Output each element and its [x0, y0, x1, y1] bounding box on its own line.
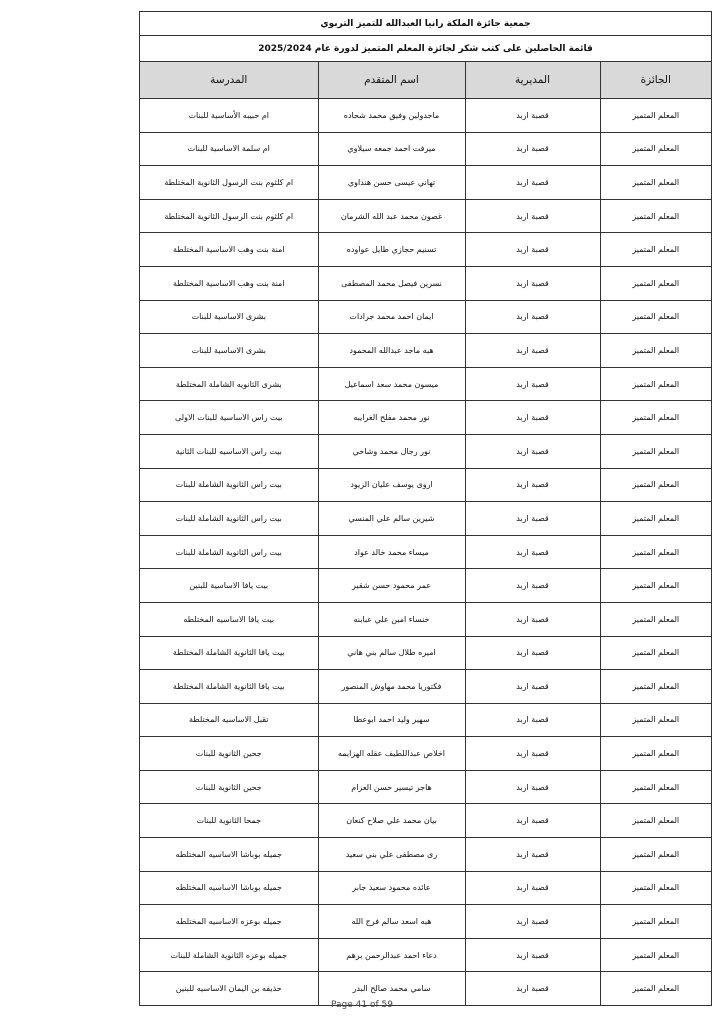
cell-award: المعلم المتميز [600, 334, 711, 368]
cell-school: تقبل الاساسيه المختلطة [140, 703, 318, 737]
cell-applicant-name: فكتوريا محمد مهاوش المنصور [318, 670, 465, 704]
page-number: Page 41 of 59 [331, 1000, 393, 1010]
cell-directorate: قصبة اربد [465, 636, 600, 670]
table-row [140, 770, 711, 804]
cell-applicant-name: نور محمد مفلح الغرايبه [318, 401, 465, 435]
cell-school: ام سلمة الاساسية للبنات [140, 132, 318, 166]
cell-school: جميله بوعزه الثانوية الشاملة للبنات [140, 938, 318, 972]
cell-school: بيت راس الثانوية الشاملة للبنات [140, 468, 318, 502]
cell-school: بيت يافا الاساسيه المختلطه [140, 602, 318, 636]
cell-school: ام كلثوم بنت الرسول الثانوية المختلطة [140, 166, 318, 200]
cell-school: جمحا الثانوية للبنات [140, 804, 318, 838]
document-table-sheet [139, 11, 712, 1006]
cell-award: المعلم المتميز [600, 132, 711, 166]
column-header-school: المدرسة [140, 62, 318, 99]
cell-applicant-name: ماجدولين وفيق محمد شحاده [318, 99, 465, 133]
cell-directorate: قصبة اربد [465, 535, 600, 569]
cell-applicant-name: سهير وليد احمد ابوعطا [318, 703, 465, 737]
cell-applicant-name: ايمان احمد محمد جرادات [318, 300, 465, 334]
cell-award: المعلم المتميز [600, 434, 711, 468]
cell-directorate: قصبة اربد [465, 99, 600, 133]
table-header-row [140, 62, 711, 99]
cell-award: المعلم المتميز [600, 770, 711, 804]
cell-applicant-name: تسنيم حجازي طايل عواوده [318, 233, 465, 267]
cell-award: المعلم المتميز [600, 569, 711, 603]
cell-directorate: قصبة اربد [465, 703, 600, 737]
cell-applicant-name: هاجر تيسير حسن العزام [318, 770, 465, 804]
table-row [140, 502, 711, 536]
cell-school: حذيفه بن اليمان الاساسيه للبنين [175, 984, 282, 994]
cell-school: جحين الثانوية للبنات [140, 737, 318, 771]
document-subtitle: قائمة الحاصلين على كتب شكر لجائزة المعلم المتميز لدورة عام 2025/2024 [140, 36, 711, 62]
column-header-applicant-name: اسم المتقدم [318, 62, 465, 99]
cell-directorate: قصبة اربد [465, 670, 600, 704]
cell-applicant-name: عمر محمود حسن شقير [318, 569, 465, 603]
cell-applicant-name: اخلاص عبداللطيف عقله الهزايمه [318, 737, 465, 771]
cell-applicant-name: ميساء محمد خالد عواد [318, 535, 465, 569]
cell-directorate: قصبة اربد [465, 199, 600, 233]
table-row [140, 838, 711, 872]
cell-applicant-name: هبه اسعد سالم فرج الله [318, 905, 465, 939]
cell-school: جميله بوباشا الاساسيه المختلطه [140, 838, 318, 872]
cell-award: المعلم المتميز [600, 468, 711, 502]
cell-award: المعلم المتميز [600, 300, 711, 334]
cell-applicant-name: عائده محمود سعيد جابر [318, 871, 465, 905]
cell-award: المعلم المتميز [600, 233, 711, 267]
cell-directorate: قصبة اربد [465, 972, 600, 1005]
cell-school: بيت راس الثانوية الشاملة للبنات [140, 502, 318, 536]
table-row [140, 905, 711, 939]
cell-school: بشرى الاساسية للبنات [140, 334, 318, 368]
table-row [140, 737, 711, 771]
cell-applicant-name: بيان محمد علي صلاح كنعان [318, 804, 465, 838]
cell-directorate: قصبة اربد [465, 905, 600, 939]
cell-award: المعلم المتميز [600, 938, 711, 972]
cell-school: بيت راس الاساسية للبنات الاولى [140, 401, 318, 435]
table-row [140, 804, 711, 838]
cell-applicant-name: خنساء امين علي عبابنه [318, 602, 465, 636]
cell-applicant-name: نور رجال محمد وشاحي [318, 434, 465, 468]
table-row [140, 266, 711, 300]
cell-award: المعلم المتميز [600, 636, 711, 670]
cell-award: المعلم المتميز [600, 670, 711, 704]
cell-applicant-name: سامي محمد صالح البدر [318, 972, 465, 1005]
cell-award: المعلم المتميز [600, 871, 711, 905]
cell-applicant-name: ميرفت احمد جمعه سيلاوي [318, 132, 465, 166]
table-row [140, 166, 711, 200]
cell-school: جميله بوعزه الاساسيه المختلطه [140, 905, 318, 939]
table-row [140, 703, 711, 737]
cell-directorate: قصبة اربد [465, 300, 600, 334]
table-row [140, 99, 711, 133]
awardees-table [140, 62, 711, 1005]
cell-award: المعلم المتميز [600, 367, 711, 401]
cell-directorate: قصبة اربد [465, 838, 600, 872]
cell-directorate: قصبة اربد [465, 233, 600, 267]
cell-directorate: قصبة اربد [465, 938, 600, 972]
cell-school: جميله بوباشا الاساسيه المختلطه [140, 871, 318, 905]
cell-award: المعلم المتميز [600, 502, 711, 536]
cell-directorate: قصبة اربد [465, 132, 600, 166]
cell-directorate: قصبة اربد [465, 502, 600, 536]
cell-award: المعلم المتميز [600, 401, 711, 435]
table-row [140, 535, 711, 569]
cell-award: المعلم المتميز [600, 266, 711, 300]
cell-directorate: قصبة اربد [465, 434, 600, 468]
cell-applicant-name: شيرين سالم علي المنسي [318, 502, 465, 536]
table-row [140, 334, 711, 368]
cell-applicant-name: اميره طلال سالم بني هاني [318, 636, 465, 670]
cell-directorate: قصبة اربد [465, 770, 600, 804]
cell-applicant-name: اروى يوسف عليان الزيود [318, 468, 465, 502]
cell-school: بشرى الثانويه الشاملة المختلطة [140, 367, 318, 401]
cell-school: جحين الثانوية للبنات [140, 770, 318, 804]
table-row [140, 132, 711, 166]
cell-school: بيت يافا الاساسية للبنين [140, 569, 318, 603]
cell-award: المعلم المتميز [600, 166, 711, 200]
table-row [140, 670, 711, 704]
cell-award: المعلم المتميز [600, 703, 711, 737]
table-row [140, 367, 711, 401]
cell-school: ام حبيبه الأساسية للبنات [140, 99, 318, 133]
cell-directorate: قصبة اربد [465, 401, 600, 435]
cell-school: ام كلثوم بنت الرسول الثانوية المختلطة [140, 199, 318, 233]
table-row [140, 569, 711, 603]
cell-award: المعلم المتميز [600, 99, 711, 133]
column-header-directorate: المديرية [465, 62, 600, 99]
cell-school: بيت يافا الثانوية الشاملة المختلطة [140, 636, 318, 670]
cell-school: امنة بنت وهب الاساسية المختلطة [140, 233, 318, 267]
table-row [140, 233, 711, 267]
table-row [140, 938, 711, 972]
cell-directorate: قصبة اربد [465, 166, 600, 200]
cell-school: بيت يافا الثانوية الشاملة المختلطة [140, 670, 318, 704]
cell-directorate: قصبة اربد [465, 266, 600, 300]
cell-directorate: قصبة اربد [465, 468, 600, 502]
cell-directorate: قصبة اربد [465, 569, 600, 603]
cell-award: المعلم المتميز [600, 602, 711, 636]
table-row [140, 401, 711, 435]
table-row [140, 199, 711, 233]
cell-applicant-name: رى مصطفى علي بني سعيد [318, 838, 465, 872]
table-row [140, 468, 711, 502]
cell-applicant-name: هبه ماجد عبدالله المحمود [318, 334, 465, 368]
table-body [140, 99, 711, 1006]
cell-award: المعلم المتميز [600, 804, 711, 838]
cell-award: المعلم المتميز [600, 737, 711, 771]
cell-school: بيت راس الاساسيه للبنات الثانية [140, 434, 318, 468]
cell-award: المعلم المتميز [600, 905, 711, 939]
cell-applicant-name: غصون محمد عبد الله الشرمان [318, 199, 465, 233]
cell-directorate: قصبة اربد [465, 367, 600, 401]
cell-school: بشرى الاساسية للبنات [140, 300, 318, 334]
table-row [140, 300, 711, 334]
cell-applicant-name: دعاء احمد عبدالرحمن برهم [318, 938, 465, 972]
column-header-award: الجائزة [600, 62, 711, 99]
cell-directorate: قصبة اربد [465, 737, 600, 771]
table-row [140, 602, 711, 636]
cell-directorate: قصبة اربد [465, 871, 600, 905]
table-row [140, 636, 711, 670]
cell-award: المعلم المتميز [600, 972, 711, 1005]
cell-directorate: قصبة اربد [465, 804, 600, 838]
cell-award: المعلم المتميز [600, 199, 711, 233]
document-title: جمعية جائزة الملكة رانيا العبدالله للتميز التربوي [140, 12, 711, 36]
cell-directorate: قصبة اربد [465, 602, 600, 636]
cell-school: بيت راس الثانوية الشاملة للبنات [140, 535, 318, 569]
cell-award: المعلم المتميز [600, 838, 711, 872]
cell-applicant-name: تهاني عيسى حسن هنداوي [318, 166, 465, 200]
cell-applicant-name: نسرين فيصل محمد المصطفى [318, 266, 465, 300]
cell-school: امنة بنت وهب الاساسية المختلطة [140, 266, 318, 300]
cell-award: المعلم المتميز [600, 535, 711, 569]
table-row [140, 871, 711, 905]
table-row [140, 434, 711, 468]
cell-applicant-name: ميسون محمد سعد اسماعيل [318, 367, 465, 401]
cell-directorate: قصبة اربد [465, 334, 600, 368]
